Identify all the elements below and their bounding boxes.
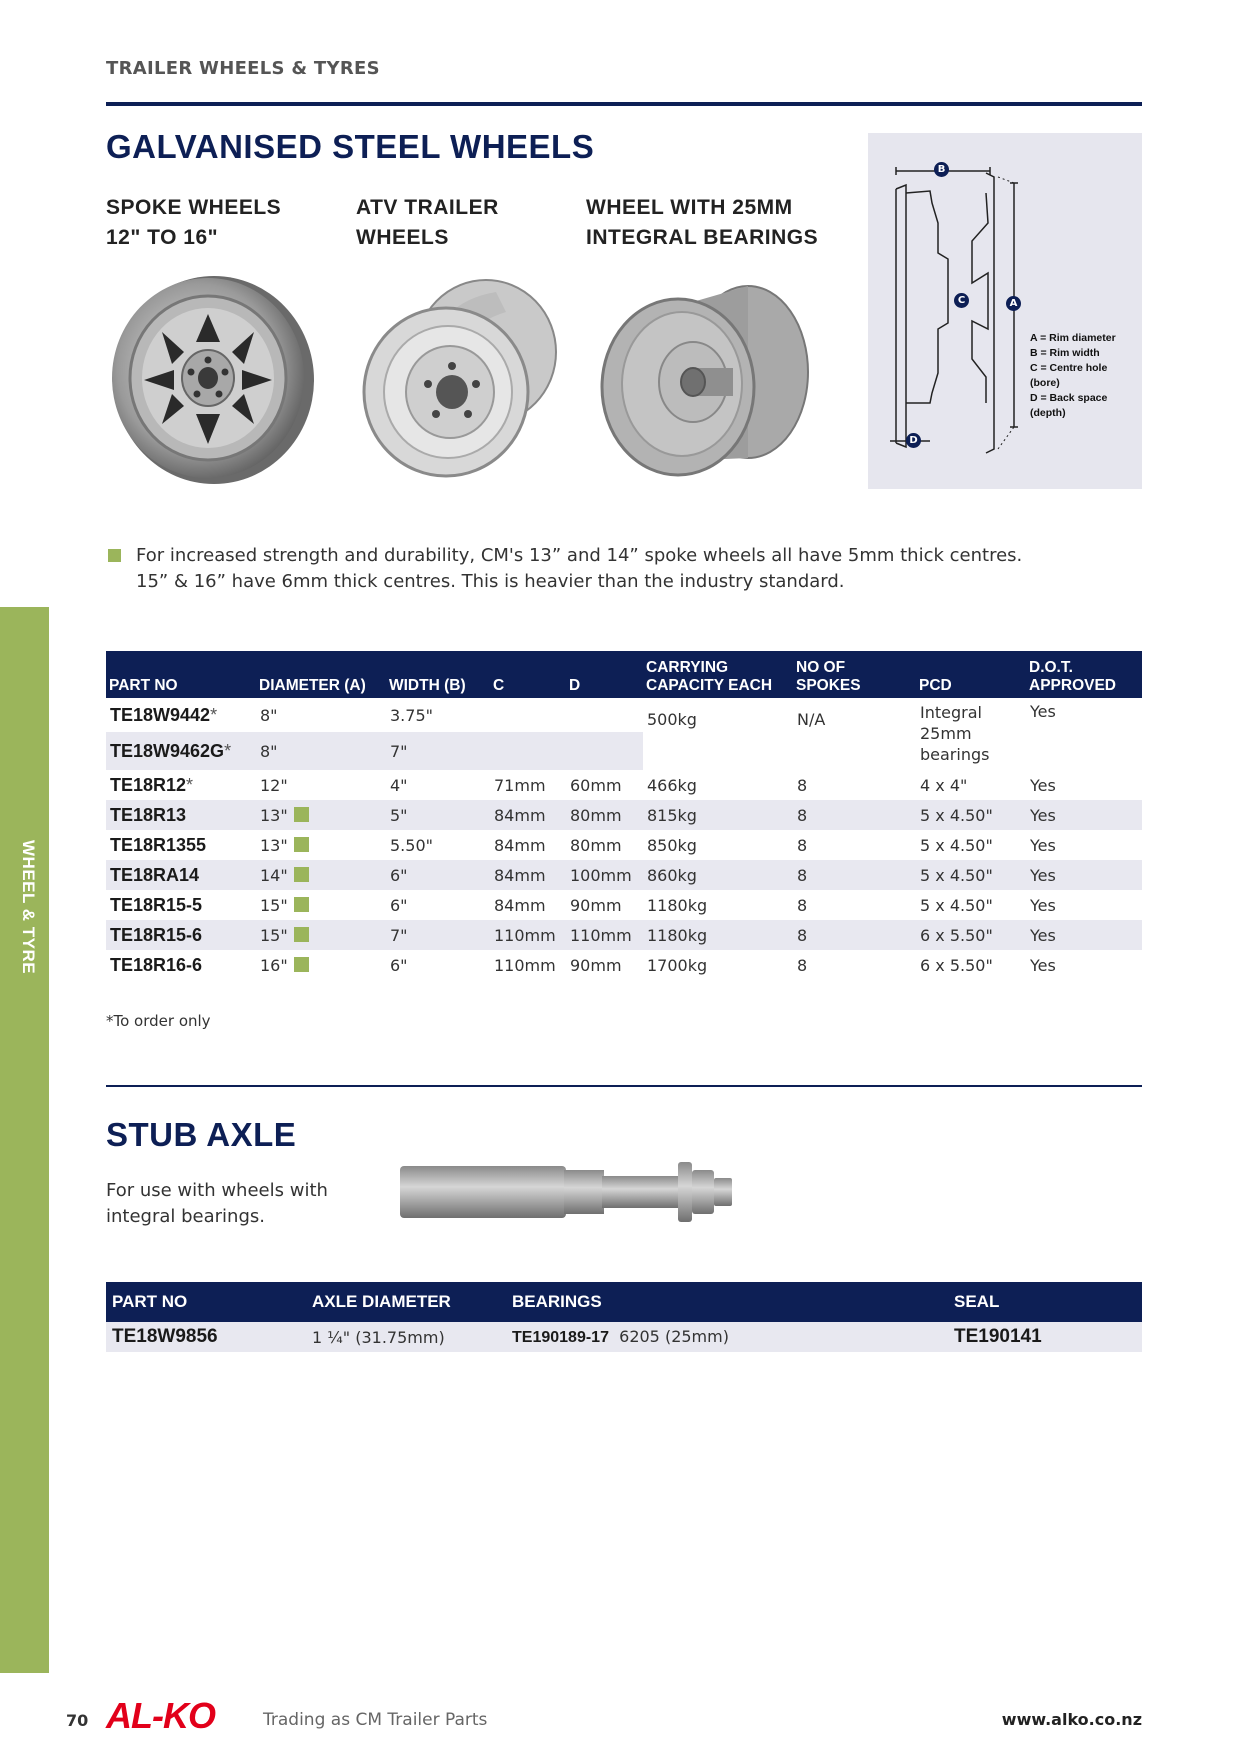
marker-a: A [1006, 296, 1021, 311]
legend-line: (bore) [1030, 377, 1060, 389]
diameter [256, 890, 386, 920]
spokes: 8 [797, 775, 808, 795]
product-heading-spoke [106, 193, 281, 253]
diameter: 8" [256, 732, 386, 770]
table-row [106, 890, 1142, 920]
footnote: *To order only [106, 1012, 211, 1030]
order-only-star: * [210, 704, 218, 725]
part-number [106, 770, 256, 800]
capacity: 815kg [647, 805, 697, 825]
back-space: 90mm [570, 955, 622, 975]
col-header: PCD [916, 651, 1026, 698]
order-only-star: * [186, 774, 194, 795]
spokes: 8 [797, 895, 808, 915]
stub-axle-table [106, 1282, 1142, 1352]
pcd: 5 x 4.50" [920, 805, 993, 825]
rim-dimension-diagram [868, 133, 1142, 489]
part-number: TE18RA14 [110, 864, 200, 885]
tagline: Trading as CM Trailer Parts [263, 1710, 488, 1730]
capacity: 466kg [647, 775, 697, 795]
spokes: 8 [797, 925, 808, 945]
diameter [256, 920, 386, 950]
diameter-text: 13" [260, 835, 288, 855]
capacity: 850kg [647, 835, 697, 855]
width: 4" [390, 775, 408, 795]
stub-axle-description: For use with wheels with integral bearings. [106, 1180, 328, 1227]
centre-hole: 84mm [494, 805, 546, 825]
back-space: 60mm [570, 775, 622, 795]
diameter-text: 14" [260, 865, 288, 885]
bearing-spec: 6205 (25mm) [619, 1327, 729, 1346]
col-header: PART NO [106, 1282, 306, 1322]
diameter: 12" [260, 775, 288, 795]
table-row [106, 770, 1142, 800]
integral-bearing-wheel-image [598, 272, 813, 487]
green-swatch [294, 867, 309, 882]
spokes: 8 [797, 865, 808, 885]
heading-line: WHEELS [356, 226, 449, 249]
diameter: 8" [260, 705, 278, 725]
col-header: D [566, 651, 643, 698]
pcd: 5 x 4.50" [920, 835, 993, 855]
spokes: 8 [797, 835, 808, 855]
green-swatch [294, 897, 309, 912]
stub-axle-image [398, 1156, 738, 1228]
width: 5.50" [390, 835, 433, 855]
diameter-text: 16" [260, 955, 288, 975]
spoke-wheel-image [104, 272, 319, 487]
green-swatch [294, 927, 309, 942]
table-row [106, 950, 1142, 980]
diameter [256, 950, 386, 980]
green-swatch [294, 957, 309, 972]
marker-d: D [906, 433, 921, 448]
part-number [106, 698, 256, 732]
col-header: NO OF SPOKES [793, 651, 916, 698]
table-header-row [106, 651, 1142, 698]
col-header: BEARINGS [506, 1282, 948, 1322]
pcd: 5 x 4.50" [920, 895, 993, 915]
table-row [106, 860, 1142, 890]
dot-approved: Yes [1030, 805, 1056, 825]
table-row [106, 920, 1142, 950]
spokes: 8 [797, 805, 808, 825]
width: 6" [390, 895, 408, 915]
product-heading-atv [356, 193, 499, 253]
centre-hole: 110mm [494, 955, 556, 975]
centre-hole: 84mm [494, 835, 546, 855]
part-text: TE18R12 [110, 774, 187, 795]
legend-line: D = Back space [1030, 392, 1108, 404]
back-space: 80mm [570, 835, 622, 855]
table-row [106, 800, 1142, 830]
width: 5" [390, 805, 408, 825]
dot-approved: Yes [1030, 702, 1056, 721]
part-text: TE18W9442 [110, 704, 211, 725]
top-rule [106, 102, 1142, 106]
back-space: 100mm [570, 865, 632, 885]
part-number: TE18R1355 [110, 834, 207, 855]
col-header: AXLE DIAMETER [306, 1282, 506, 1322]
atv-wheel-image [356, 272, 571, 487]
heading-line: INTEGRAL BEARINGS [586, 226, 819, 249]
heading-line: ATV TRAILER [356, 196, 499, 219]
dot-approved: Yes [1030, 865, 1056, 885]
axle-diameter: 1 ¼" (31.75mm) [306, 1322, 506, 1352]
pcd: 4 x 4" [920, 775, 968, 795]
diameter-text: 15" [260, 895, 288, 915]
col-header: C [490, 651, 566, 698]
capacity: 1180kg [647, 895, 708, 915]
diameter [256, 800, 386, 830]
heading-line: WHEEL WITH 25MM [586, 196, 793, 219]
centre-hole: 110mm [494, 925, 556, 945]
pcd: 6 x 5.50" [920, 955, 993, 975]
diameter-text: 13" [260, 805, 288, 825]
diagram-legend [1030, 331, 1116, 421]
note-line: For increased strength and durability, CM's 13” and 14” spoke wheels all have 5mm thick centres. [136, 545, 1023, 566]
part-number: TE18R15-5 [110, 894, 203, 915]
diameter-text: 15" [260, 925, 288, 945]
diameter [256, 860, 386, 890]
col-header: D.O.T. APPROVED [1026, 651, 1142, 698]
legend-line: A = Rim diameter [1030, 332, 1116, 344]
part-number [106, 732, 256, 770]
capacity: 860kg [647, 865, 697, 885]
table-row [106, 1322, 1142, 1352]
section-label: TRAILER WHEELS & TYRES [106, 58, 380, 79]
stub-axle-title: STUB AXLE [106, 1116, 297, 1153]
alko-logo [106, 1696, 242, 1736]
width: 7" [390, 925, 408, 945]
col-header: PART NO [106, 651, 256, 698]
heading-line: 12" TO 16" [106, 226, 219, 249]
centre-hole: 71mm [494, 775, 546, 795]
dot-approved: Yes [1030, 895, 1056, 915]
spokes: 8 [797, 955, 808, 975]
part-text: TE18W9462G [110, 740, 225, 761]
diameter [256, 830, 386, 860]
bearing-part: TE190189-17 [512, 1329, 609, 1346]
logo-text: AL-KO [106, 1695, 215, 1736]
capacity: 500kg [647, 710, 697, 729]
capacity: 1700kg [647, 955, 708, 975]
website-url[interactable]: www.alko.co.nz [1001, 1710, 1142, 1729]
product-heading-integral [586, 193, 818, 253]
spokes: N/A [797, 710, 826, 729]
centre-hole: 84mm [494, 895, 546, 915]
back-space: 90mm [570, 895, 622, 915]
bullet-square [108, 549, 121, 562]
col-header: DIAMETER (A) [256, 651, 386, 698]
heading-line: SPOKE WHEELS [106, 196, 282, 219]
dot-approved: Yes [1030, 835, 1056, 855]
order-only-star: * [224, 740, 232, 761]
pcd: 5 x 4.50" [920, 865, 993, 885]
width: 6" [390, 865, 408, 885]
bearings [506, 1322, 948, 1352]
col-header: WIDTH (B) [386, 651, 490, 698]
legend-line: B = Rim width [1030, 347, 1100, 359]
pcd: Integral 25mm bearings [920, 703, 990, 764]
wheel-spec-table [106, 651, 1142, 980]
back-space: 110mm [570, 925, 632, 945]
green-swatch [294, 807, 309, 822]
centre-hole: 84mm [494, 865, 546, 885]
capacity: 1180kg [647, 925, 708, 945]
part-number: TE18W9856 [106, 1322, 306, 1352]
green-swatch [294, 837, 309, 852]
col-header: CARRYING CAPACITY EACH [643, 651, 793, 698]
table-row [106, 698, 1142, 732]
marker-c: C [954, 293, 969, 308]
width: 6" [390, 955, 408, 975]
table-header-row [106, 1282, 1142, 1322]
marker-b: B [934, 162, 949, 177]
side-tab-label: WHEEL & TYRE [19, 840, 38, 975]
page-title: GALVANISED STEEL WHEELS [106, 128, 595, 165]
width: 3.75" [390, 705, 433, 725]
legend-line: (depth) [1030, 407, 1066, 419]
thickness-note [136, 543, 1136, 595]
dot-approved: Yes [1030, 775, 1056, 795]
page-number: 70 [66, 1711, 89, 1730]
part-number: TE18R16-6 [110, 954, 203, 975]
legend-line: C = Centre hole [1030, 362, 1108, 374]
part-number: TE18R15-6 [110, 924, 203, 945]
col-header: SEAL [948, 1282, 1142, 1322]
seal: TE190141 [948, 1322, 1142, 1352]
side-tab [0, 607, 49, 1673]
table-row [106, 830, 1142, 860]
dot-approved: Yes [1030, 955, 1056, 975]
pcd: 6 x 5.50" [920, 925, 993, 945]
section-divider [106, 1085, 1142, 1087]
back-space: 80mm [570, 805, 622, 825]
note-line: 15” & 16” have 6mm thick centres. This is heavier than the industry standard. [136, 571, 845, 592]
part-number: TE18R13 [110, 804, 187, 825]
width: 7" [386, 732, 490, 770]
dot-approved: Yes [1030, 925, 1056, 945]
